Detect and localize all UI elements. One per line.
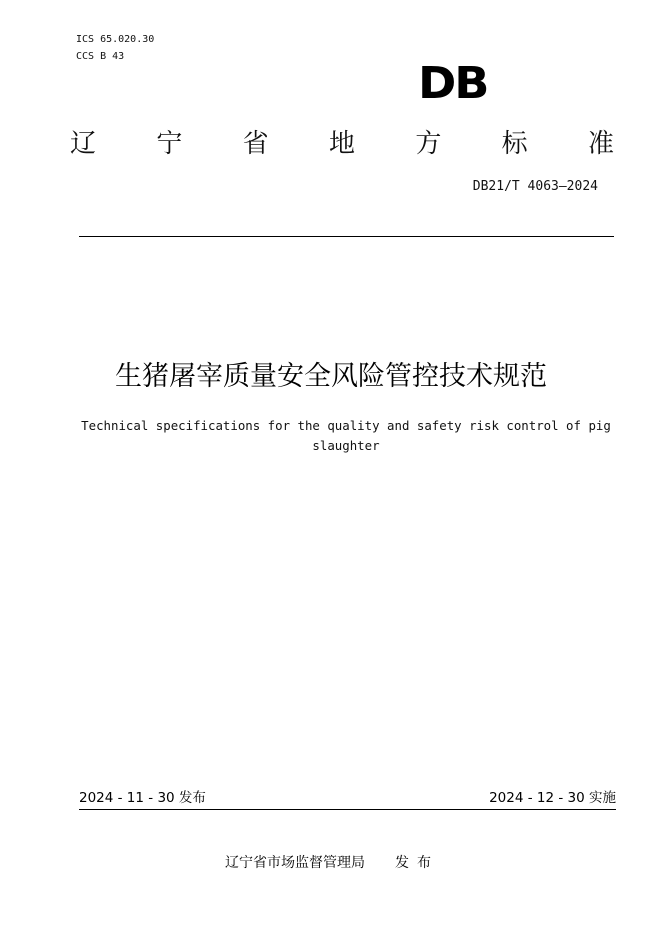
top-divider <box>79 236 614 237</box>
standard-type-char: 标 <box>501 129 528 159</box>
ics-code: ICS 65.020.30 <box>76 34 155 45</box>
issuing-authority <box>225 852 439 874</box>
implementation-date: 2024 - 12 - 30 实施 <box>489 790 616 806</box>
standard-type-char: 方 <box>415 129 442 159</box>
bottom-divider <box>79 809 616 810</box>
standard-number: DB21/T 4063—2024 <box>472 179 598 194</box>
standard-type-char: 准 <box>587 129 614 159</box>
ccs-code: CCS B 43 <box>76 51 125 62</box>
standard-type-char: 宁 <box>156 129 183 159</box>
standard-type-heading <box>70 126 614 162</box>
title-english: Technical specifications for the quality and safety risk control of pig slaughter <box>81 418 611 453</box>
classification-codes <box>76 31 154 65</box>
issuer-organization: 辽宁省市场监督管理局 <box>225 855 365 871</box>
title-chinese: 生猪屠宰质量安全风险管控技术规范 <box>115 361 547 392</box>
standard-type-char: 地 <box>328 129 355 159</box>
standard-type-char: 辽 <box>70 129 97 159</box>
standard-type-char: 省 <box>242 129 269 159</box>
db-logo: DB <box>418 58 488 109</box>
issuer-action: 发布 <box>395 855 439 871</box>
publish-date: 2024 - 11 - 30 发布 <box>79 790 206 806</box>
